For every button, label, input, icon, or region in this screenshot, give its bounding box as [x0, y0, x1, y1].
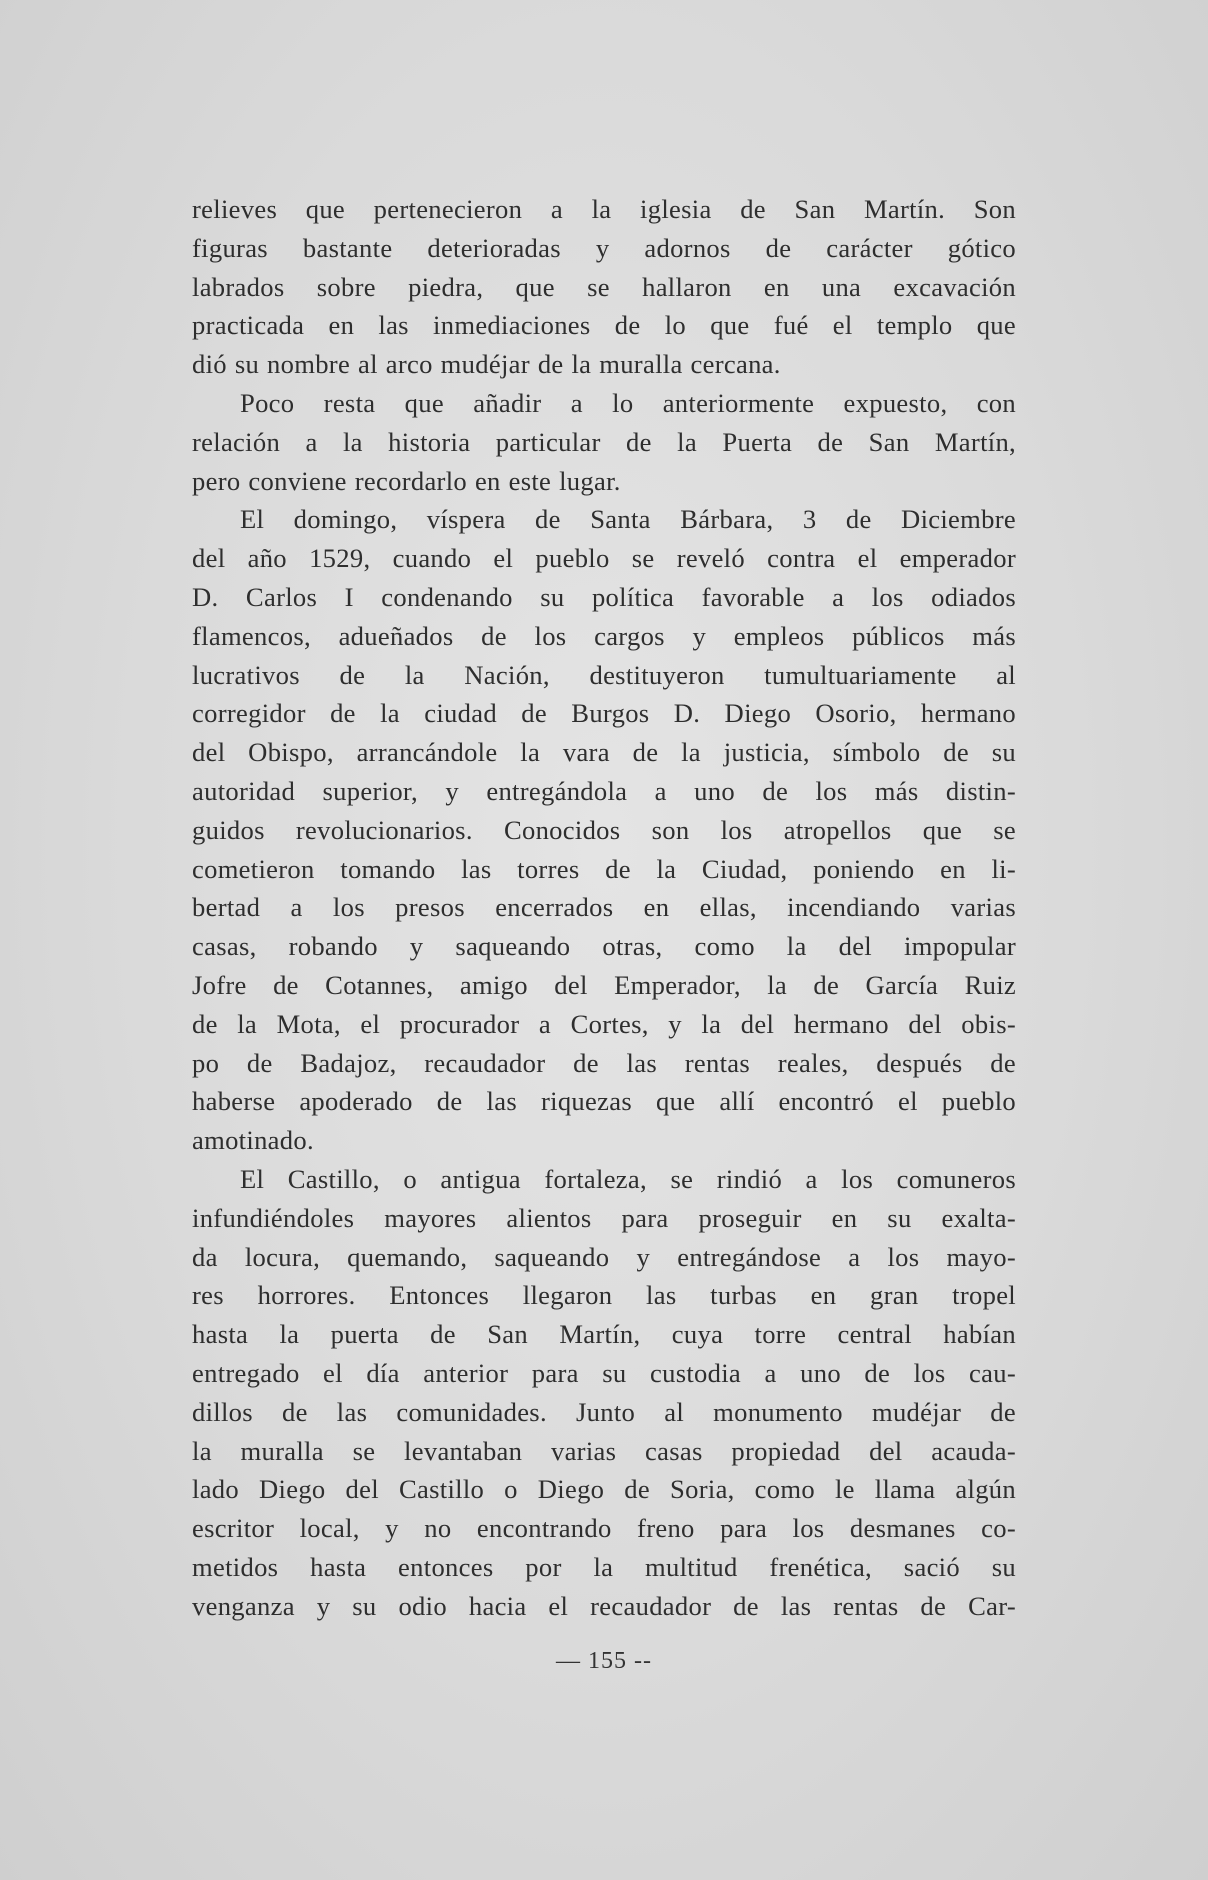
text-line: flamencos, adueñados de los cargos y empleos públicos más: [192, 620, 1016, 651]
paragraph-3: [192, 500, 1016, 1160]
text-line: lado Diego del Castillo o Diego de Soria, como le llama algún: [192, 1474, 1016, 1505]
text-line: da locura, quemando, saqueando y entregándose a los mayo-: [192, 1241, 1016, 1272]
text-line: de la Mota, el procurador a Cortes, y la del hermano del obis-: [192, 1008, 1016, 1039]
text-line: haberse apoderado de las riquezas que allí encontró el pueblo: [192, 1086, 1016, 1117]
text-line: Jofre de Cotannes, amigo del Emperador, la de García Ruiz: [192, 969, 1016, 1000]
text-line: amotinado.: [192, 1125, 314, 1156]
text-line: del Obispo, arrancándole la vara de la justicia, símbolo de su: [192, 737, 1016, 768]
text-line: escritor local, y no encontrando freno para los desmanes co-: [192, 1513, 1016, 1544]
text-line: entregado el día anterior para su custodia a uno de los cau-: [192, 1357, 1016, 1388]
text-line: figuras bastante deterioradas y adornos de carácter gótico: [192, 232, 1016, 263]
page-number: — 155 --: [556, 1648, 652, 1674]
text-line: autoridad superior, y entregándola a uno de los más distin-: [192, 775, 1016, 806]
text-line: Poco resta que añadir a lo anteriormente expuesto, con: [240, 387, 1016, 418]
text-line: lucrativos de la Nación, destituyeron tumultuariamente al: [192, 659, 1016, 690]
text-line: casas, robando y saqueando otras, como la del impopular: [192, 931, 1016, 962]
text-line: po de Badajoz, recaudador de las rentas reales, después de: [192, 1047, 1016, 1078]
text-line: practicada en las inmediaciones de lo que fué el templo que: [192, 310, 1016, 341]
paragraph-4: [192, 1160, 1016, 1626]
text-line: la muralla se levantaban varias casas propiedad del acauda-: [192, 1435, 1016, 1466]
text-line: guidos revolucionarios. Conocidos son los atropellos que se: [192, 814, 1016, 845]
text-line: El Castillo, o antigua fortaleza, se rindió a los comuneros: [240, 1163, 1016, 1194]
paragraph-2: [192, 384, 1016, 500]
text-line: pero conviene recordarlo en este lugar.: [192, 465, 621, 496]
text-line: corregidor de la ciudad de Burgos D. Diego Osorio, hermano: [192, 698, 1016, 729]
text-line: infundiéndoles mayores alientos para proseguir en su exalta-: [192, 1202, 1016, 1233]
body-text: [192, 190, 1016, 1625]
text-line: dió su nombre al arco mudéjar de la muralla cercana.: [192, 349, 781, 380]
text-line: relieves que pertenecieron a la iglesia de San Martín. Son: [192, 194, 1016, 224]
text-line: El domingo, víspera de Santa Bárbara, 3 de Diciembre: [240, 504, 1016, 535]
text-line: hasta la puerta de San Martín, cuya torre central habían: [192, 1319, 1016, 1350]
paragraph-1: [192, 190, 1016, 384]
text-line: D. Carlos I condenando su política favorable a los odiados: [192, 581, 1016, 612]
text-line: del año 1529, cuando el pueblo se reveló contra el emperador: [192, 543, 1016, 574]
text-line: dillos de las comunidades. Junto al monumento mudéjar de: [192, 1396, 1016, 1427]
text-line: cometieron tomando las torres de la Ciudad, poniendo en li-: [192, 853, 1016, 884]
text-line: venganza y su odio hacia el recaudador de las rentas de Car-: [192, 1590, 1016, 1621]
text-line: labrados sobre piedra, que se hallaron en una excavación: [192, 271, 1016, 302]
text-line: relación a la historia particular de la Puerta de San Martín,: [192, 426, 1016, 457]
text-line: bertad a los presos encerrados en ellas, incendiando varias: [192, 892, 1016, 923]
text-line: metidos hasta entonces por la multitud frenética, sació su: [192, 1551, 1016, 1582]
text-line: res horrores. Entonces llegaron las turbas en gran tropel: [192, 1280, 1016, 1311]
